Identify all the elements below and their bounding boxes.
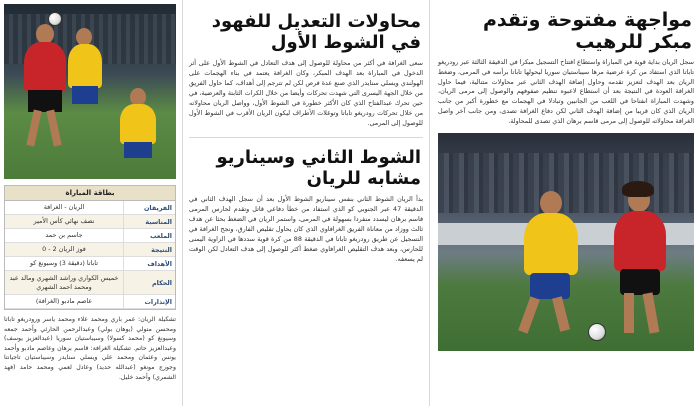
table-row: [5, 201, 175, 215]
match-stats-table: [4, 185, 176, 310]
table-row: [5, 271, 175, 295]
stats-value: الريان - الغرافة: [43, 203, 85, 212]
table-row: [5, 257, 175, 271]
article-body-first-half: سعى الغرافة في أكثر من محاولة للوصول إلى هدف التعادل في الشوط الأول على أثر الدخول في المباراة بعد الهدف المبكر، وكان الغرافة يعتمد في بناء الهجمات على الهولندي ويسلي سنايدر الذي صنع عدة فرص لكن لم تترجم إلى أهداف، كما حاول الفريق من خلال الجهة اليسرى التي شهدت تحركات وأيضا من خلال الكرات الثابتة والعرضية، في حين تحرك عبدالفتاح الذي كان الأكثر خطورة في الشوط الأول، وواصل الريان محاولاته من خلال تحركات رودريغو تاباتا وتوغلات الأطراف ليكون الريان الأقرب في الشوط الأول للوصول إلى المرمى.: [189, 59, 423, 127]
table-row: [5, 229, 175, 243]
stats-key: الإنذارات: [123, 295, 175, 308]
article-body-opening: سجل الريان بداية قوية في المباراة واستطاع افتتاح التسجيل مبكرا في الدقيقة الثالثة عبر رودريغو تاباتا الذي استفاد من كرة عرضية مرها سيباستيان سوريا ليحولها تاباتا برأسه في المرمى، وضغط الريان بعد الهدف لتعزيز تقدمه وحاول إضافة الهدف الثاني عبر محاولات متتالية، فيما حاول الغرافة العودة في النتيجة بعد أن استطاع لاعبوه تنظيم صفوفهم والوصول إلى مرمى الريان، وشهدت المباراة انفتاحا في اللعب من الجانبين وتبادلا في الهجمات مع خطورة أكبر من جانب الريان الذي كان قريبا من إضافة الهدف الثاني لكن دفاع الغرافة تصدى، ومن جانب آخر واصل الغرافة محاولاته للوصول إلى مرمى قاسم برهان الذي تصدى للمحاولة.: [438, 57, 694, 126]
stats-value: فوز الريان 2 - 0: [42, 245, 86, 254]
stats-key: الأهداف: [123, 257, 175, 270]
stats-key: الحكام: [123, 271, 175, 294]
team-lineups: تشكيلة الريان: عمر باري ومحمد علاء ومحمد ياسر ورودريغو تاباتا ومحسن متولي (يوهان بولي) وعبدالرحمن الحارثي وأحمد جمعه وسيونغ كو (محمد كسولا) وسيباستيان سوريا (عبدالعزيز يوسف) وعبدالعزيز حاتم. تشكيلة الغرافة: قاسم برهان وعاصم مادبو وأحمد يونس وعثمان ومحمد علي ويسلي سنايدر وسيباستيان تاجيانتا وجورج مونغو (عبدالله حديد) وعادل لعمي ومحمد حامد (فهد الشمري) وأحمد خليل.: [4, 316, 176, 381]
article-right-column: [432, 0, 700, 406]
article-middle-column: [182, 0, 430, 406]
table-row: [5, 215, 175, 229]
article-headline-first-half: محاولات التعديل للفهود في الشوط الأول: [211, 11, 421, 53]
match-info-column: [0, 0, 180, 406]
football-icon: [588, 323, 606, 341]
article-body-second-half: بدأ الريان الشوط الثاني بنفس سيناريو الشوط الأول بعد أن سجل الهدف الثاني في الدقيقة 47 عبر الجنوبي كو الذي استفاد من خطأ دفاعي قاتل وتقدم لحارس المرمى قاسم برهان ليسدد منفردا بسهولة في المرمى، واستمر الريان في الضغط بحثا عن هدف ثالث ووزاد من معاناة الفريق الغرافاوي الذي كان يحاول تقليص الفارق، ونجح الغرافة في التسجيل عن طريق رودريغو تاباتا في الدقيقة 88 من كرة قوية سددها في الزاوية اليمنى للحارس، وبعد هدف التقليص الغرافاوي ضغط أكثر للوصول إلى هدف التعادل لكن الوقت لم يسعفه.: [189, 195, 423, 263]
match-photo-secondary: [4, 4, 176, 179]
stats-key: المناسبة: [123, 215, 175, 228]
stats-value: تاباتا (دقيقة 3) وسيونغ كو: [29, 259, 99, 268]
match-stats-title: بطاقة المباراة: [5, 186, 175, 201]
stats-value: عاصم مادبو (الغرافة): [35, 297, 93, 306]
stats-value: خميس الكواري وراشد الشهري ومالد عبد ومحمد احمد الشهري: [9, 273, 119, 291]
stats-value: نصف نهائي كأس الأمير: [33, 217, 95, 226]
stats-key: الملعب: [123, 229, 175, 242]
match-photo-main: [438, 133, 694, 351]
football-icon: [48, 12, 62, 26]
stats-value: جاسم بن حمد: [45, 231, 83, 240]
table-row: [5, 243, 175, 257]
section-divider: [189, 137, 423, 138]
table-row: [5, 295, 175, 309]
article-headline-second-half: الشوط الثاني وسيناريو مشابه للريان: [216, 146, 421, 189]
stats-key: الفريقان: [123, 201, 175, 214]
stats-key: النتيجة: [123, 243, 175, 256]
article-headline-opening: مواجهة مفتوحة وتقدم مبكر للرهيب: [482, 9, 692, 53]
